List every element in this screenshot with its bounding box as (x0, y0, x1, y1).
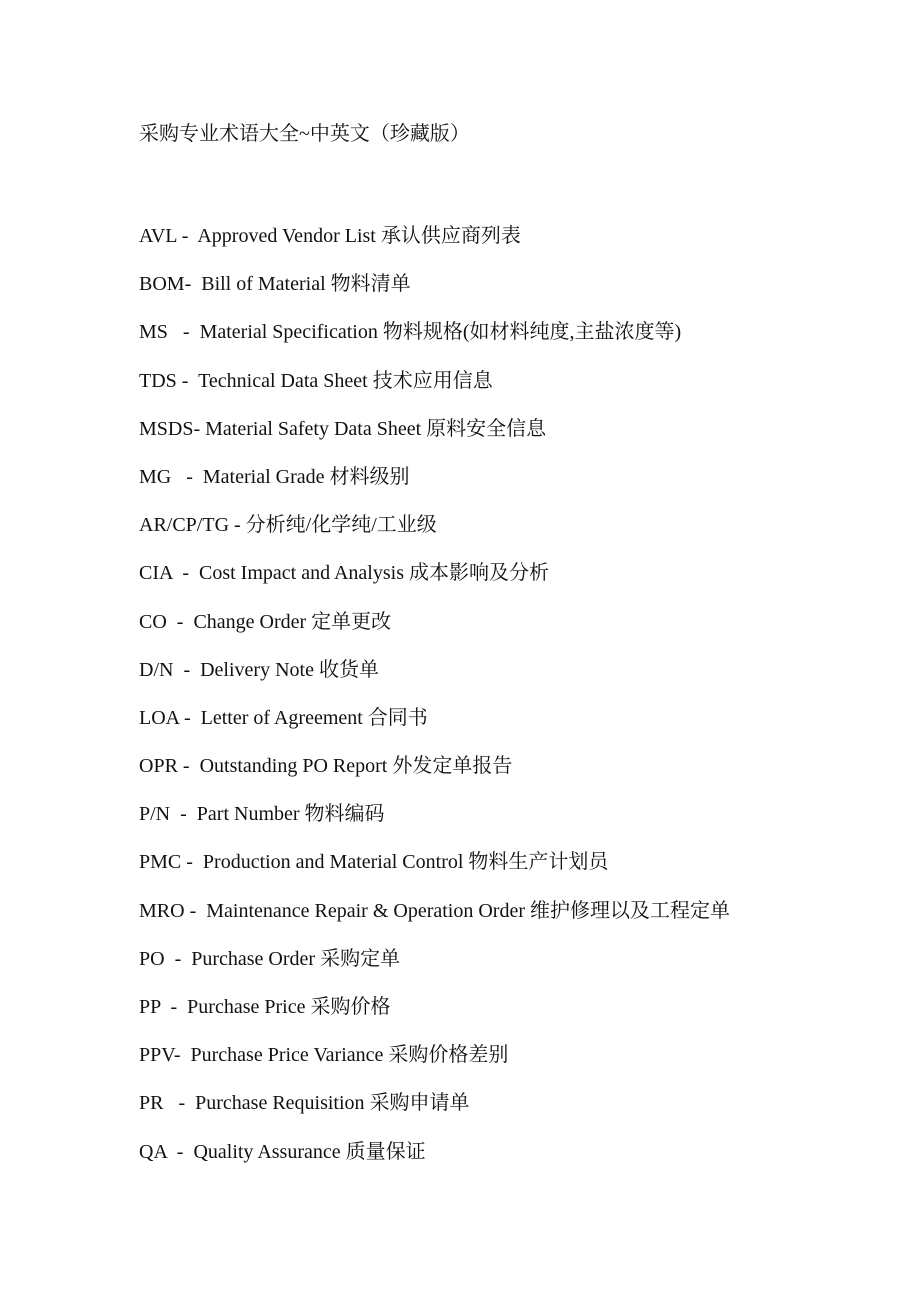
term-item-loa: LOA - Letter of Agreement 合同书 (139, 706, 428, 729)
term-item-qa: QA - Quality Assurance 质量保证 (139, 1140, 426, 1163)
term-list (139, 221, 730, 1185)
term-item-msds: MSDS- Material Safety Data Sheet 原料安全信息 (139, 417, 547, 440)
document-title: 采购专业术语大全~中英文（珍藏版） (139, 123, 470, 145)
term-item-pr: PR - Purchase Requisition 采购申请单 (139, 1092, 470, 1115)
term-item-mg: MG - Material Grade 材料级别 (139, 465, 410, 488)
term-item-dn: D/N - Delivery Note 收货单 (139, 658, 379, 681)
term-item-co: CO - Change Order 定单更改 (139, 610, 392, 633)
term-item-po: PO - Purchase Order 采购定单 (139, 947, 401, 970)
term-item-pp: PP - Purchase Price 采购价格 (139, 996, 391, 1018)
term-item-pmc: PMC - Production and Material Control 物料生产计划员 (139, 851, 609, 874)
term-item-avl: AVL - Approved Vendor List 承认供应商列表 (139, 225, 521, 247)
term-item-cia: CIA - Cost Impact and Analysis 成本影响及分析 (139, 562, 549, 585)
term-item-mro: MRO - Maintenance Repair & Operation Order 维护修理以及工程定单 (139, 899, 730, 922)
term-item-tds: TDS - Technical Data Sheet 技术应用信息 (139, 369, 493, 392)
term-item-ms: MS - Material Specification 物料规格(如材料纯度,主盐浓度等) (139, 321, 682, 344)
term-item-ppv: PPV- Purchase Price Variance 采购价格差别 (139, 1044, 509, 1067)
term-item-bom: BOM- Bill of Material 物料清单 (139, 273, 411, 296)
term-item-ar-cp-tg: AR/CP/TG - 分析纯/化学纯/工业级 (139, 514, 437, 537)
term-item-opr: OPR - Outstanding PO Report 外发定单报告 (139, 755, 513, 778)
term-item-pn: P/N - Part Number 物料编码 (139, 803, 385, 826)
